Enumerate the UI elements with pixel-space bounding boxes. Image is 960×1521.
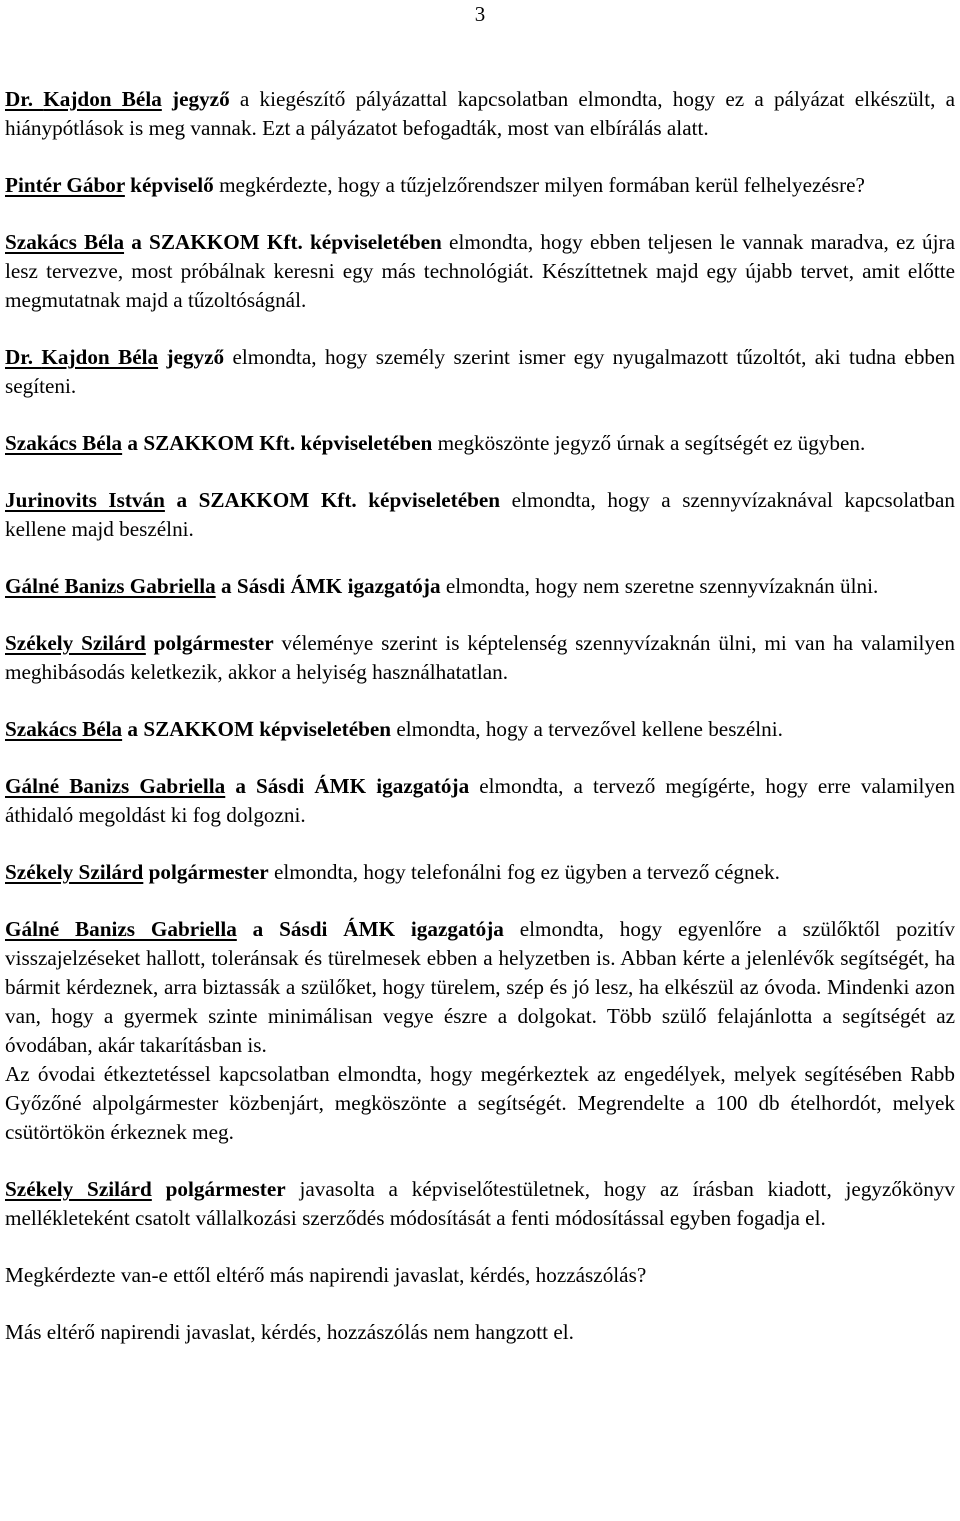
speaker-role: a SZAKKOM képviseletében (122, 717, 392, 741)
paragraph-16 (5, 1318, 955, 1347)
paragraph-text: javasolta a képviselőtestületnek, hogy az írásban kiadott, jegyzőkönyv mellékleteként csatolt vállalkozási szerződés módosítását a fenti módosítással egyben fogadja el. (5, 1177, 955, 1230)
paragraph-4 (5, 343, 955, 401)
paragraph-5 (5, 429, 955, 458)
speaker-name: Szakács Béla (5, 717, 123, 741)
paragraph-text: megköszönte jegyző úrnak a segítségét ez ügyben. (432, 431, 866, 455)
paragraph-14 (5, 1175, 955, 1233)
paragraph-3 (5, 228, 955, 315)
paragraph-text: megkérdezte, hogy a tűzjelzőrendszer milyen formában kerül felhelyezésre? (213, 173, 865, 197)
paragraph-15 (5, 1261, 955, 1290)
paragraph-8 (5, 629, 955, 687)
speaker-name: Szakács Béla (5, 230, 125, 254)
speaker-name: Székely Szilárd (5, 860, 144, 884)
paragraph-text: elmondta, hogy egyenlőre a szülőktől pozitív visszajelzéseket hallott, toleránsak és türelmesek ebben a helyzetben is. Abban kérte a jelenlévők segítségét, ha bármit kérdeznek, arra biztassák a szülőket, hogy türelem, szép és jó lesz, ha elkészül az óvoda. Mindenki azon van, hogy a gyermek szinte minimálisan vegye észre a dolgokat. Több szülő felajánlotta a segítségét az óvodában, akár takarításban is. (5, 917, 955, 1057)
paragraph-9 (5, 715, 955, 744)
speaker-role: jegyző (158, 345, 225, 369)
speaker-name: Szakács Béla (5, 431, 123, 455)
paragraph-12 (5, 915, 955, 1060)
speaker-name: Jurinovits István (5, 488, 165, 512)
speaker-role: a SZAKKOM Kft. képviseletében (124, 230, 442, 254)
paragraph-6 (5, 486, 955, 544)
paragraph-text: Más eltérő napirendi javaslat, kérdés, hozzászólás nem hangzott el. (5, 1320, 574, 1344)
paragraph-11 (5, 858, 955, 887)
speaker-role: a Sásdi ÁMK igazgatója (225, 774, 470, 798)
speaker-role: képviselő (124, 173, 214, 197)
paragraph-text: elmondta, hogy személy szerint ismer egy nyugalmazott tűzoltót, aki tudna ebben segíteni. (5, 345, 956, 398)
paragraph-text: elmondta, hogy a szennyvízaknával kapcsolatban kellene majd beszélni. (5, 488, 955, 541)
speaker-name: Székely Szilárd (5, 1177, 152, 1201)
paragraph-text: elmondta, hogy telefonálni fog ez ügyben a tervező cégnek. (268, 860, 780, 884)
speaker-name: Kajdon Béla (41, 345, 159, 369)
speaker-name: Gálné Banizs Gabriella (5, 774, 226, 798)
speaker-role: a Sásdi ÁMK igazgatója (236, 917, 504, 941)
speaker-role: a SZAKKOM Kft. képviseletében (164, 488, 501, 512)
paragraph-10 (5, 772, 955, 830)
paragraph-13 (5, 1060, 955, 1147)
speaker-role: polgármester (143, 860, 269, 884)
speaker-title: Dr. (5, 345, 42, 369)
paragraph-text: elmondta, a tervező megígérte, hogy erre valamilyen áthidaló megoldást ki fog dolgozni. (5, 774, 955, 827)
speaker-name: Gálné Banizs Gabriella (5, 917, 237, 941)
speaker-role: polgármester (145, 631, 274, 655)
paragraph-text: elmondta, hogy nem szeretne szennyvízaknán ülni. (440, 574, 879, 598)
speaker-role: polgármester (151, 1177, 286, 1201)
speaker-name: Kajdon Béla (43, 87, 162, 111)
paragraph-text: Az óvodai étkeztetéssel kapcsolatban elmondta, hogy megérkeztek az engedélyek, melyek segítésében Rabb Győzőné alpolgármester közbenjárt, megköszönte a segítségét. Megrendelte a 100 db ételhordót, melyek csütörtökön érkeznek meg. (5, 1062, 955, 1144)
speaker-role: a Sásdi ÁMK igazgatója (215, 574, 441, 598)
document-body (5, 85, 955, 1347)
paragraph-1 (5, 85, 955, 143)
page-number: 3 (474, 2, 486, 26)
paragraph-text: elmondta, hogy a tervezővel kellene beszélni. (391, 717, 783, 741)
speaker-name: Székely Szilárd (5, 631, 146, 655)
speaker-title: Dr. (5, 87, 44, 111)
speaker-name: Pintér Gábor (5, 173, 125, 197)
paragraph-text: véleménye szerint is képtelenség szennyvízaknán ülni, mi van ha valamilyen meghibásodás keletkezik, akkor a helyiség használhatatlan. (5, 631, 955, 684)
paragraph-text: Megkérdezte van-e ettől eltérő más napirendi javaslat, kérdés, hozzászólás? (5, 1263, 647, 1287)
paragraph-text: a kiegészítő pályázattal kapcsolatban elmondta, hogy ez a pályázat elkészült, a hiánypótlások is meg vannak. Ezt a pályázatot befogadták, most van elbírálás alatt. (5, 87, 955, 140)
speaker-role: jegyző (161, 87, 230, 111)
paragraph-2 (5, 171, 955, 200)
speaker-role: a SZAKKOM Kft. képviseletében (122, 431, 433, 455)
paragraph-7 (5, 572, 955, 601)
speaker-name: Gálné Banizs Gabriella (5, 574, 216, 598)
paragraph-text: elmondta, hogy ebben teljesen le vannak maradva, ez újra lesz tervezve, most próbálnak keresni egy más technológiát. Készíttetnek majd egy újabb tervet, amit előtte megmutatnak majd a tűzoltóságnál. (5, 230, 955, 312)
